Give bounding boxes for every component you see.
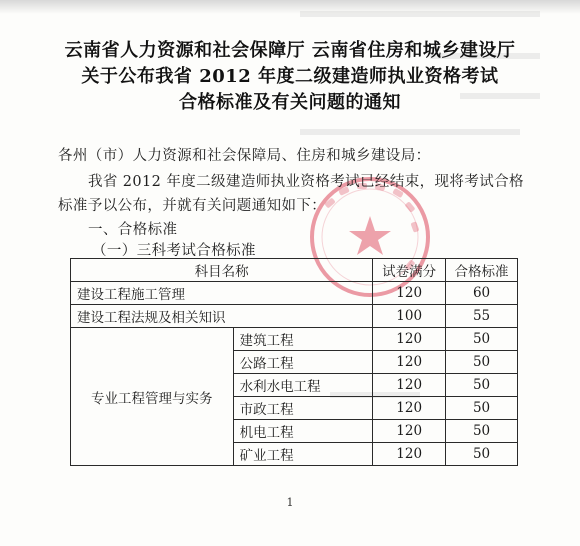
notice-title-line-1: 云南省人力资源和社会保障厅 云南省住房和城乡建设厅 — [64, 40, 516, 61]
pass-score-cell: 50 — [446, 420, 518, 443]
scan-top-shadow — [0, 0, 580, 14]
full-score-cell: 120 — [373, 397, 446, 420]
table-row — [71, 282, 518, 305]
table-header-row — [71, 259, 518, 282]
subject-cell: 矿业工程 — [233, 443, 373, 466]
pass-score-cell: 50 — [446, 443, 518, 466]
table-row — [71, 328, 518, 351]
pass-score-cell: 50 — [446, 374, 518, 397]
table-row — [71, 305, 518, 328]
subject-cell: 机电工程 — [233, 420, 373, 443]
full-score-cell: 120 — [373, 351, 446, 374]
pass-score-cell: 60 — [446, 282, 518, 305]
full-score-cell: 120 — [373, 374, 446, 397]
notice-title-line-3: 合格标准及有关问题的通知 — [179, 92, 401, 113]
subject-cell: 建筑工程 — [233, 328, 373, 351]
full-score-cell: 100 — [373, 305, 446, 328]
page-number: 1 — [286, 496, 294, 509]
section-heading: 一、合格标准 — [88, 222, 178, 238]
passing-standards-table — [70, 258, 518, 466]
subject-cell: 公路工程 — [233, 351, 373, 374]
full-score-cell: 120 — [373, 420, 446, 443]
pass-score-cell: 55 — [446, 305, 518, 328]
salutation: 各州（市）人力资源和社会保障局、住房和城乡建设局： — [58, 148, 431, 164]
full-score-cell: 120 — [373, 282, 446, 305]
subject-cell: 市政工程 — [233, 397, 373, 420]
intro-paragraph-line-2: 标准予以公布，并就有关问题通知如下： — [58, 198, 327, 214]
header-full-score: 试卷满分 — [373, 259, 446, 282]
pass-score-cell: 50 — [446, 328, 518, 351]
pass-score-cell: 50 — [446, 397, 518, 420]
subsection-heading: （一）三科考试合格标准 — [92, 243, 256, 259]
header-pass-score: 合格标准 — [446, 259, 518, 282]
pass-score-cell: 50 — [446, 351, 518, 374]
subject-cell: 建设工程施工管理 — [71, 282, 373, 305]
group-label-cell: 专业工程管理与实务 — [71, 328, 234, 466]
full-score-cell: 120 — [373, 328, 446, 351]
subject-cell: 建设工程法规及相关知识 — [71, 305, 373, 328]
full-score-cell: 120 — [373, 443, 446, 466]
header-subject: 科目名称 — [71, 259, 373, 282]
notice-title-line-2: 关于公布我省 2012 年度二级建造师执业资格考试 — [81, 66, 499, 87]
subject-cell: 水利水电工程 — [233, 374, 373, 397]
intro-paragraph-line-1: 我省 2012 年度二级建造师执业资格考试已经结束，现将考试合格 — [88, 174, 524, 190]
